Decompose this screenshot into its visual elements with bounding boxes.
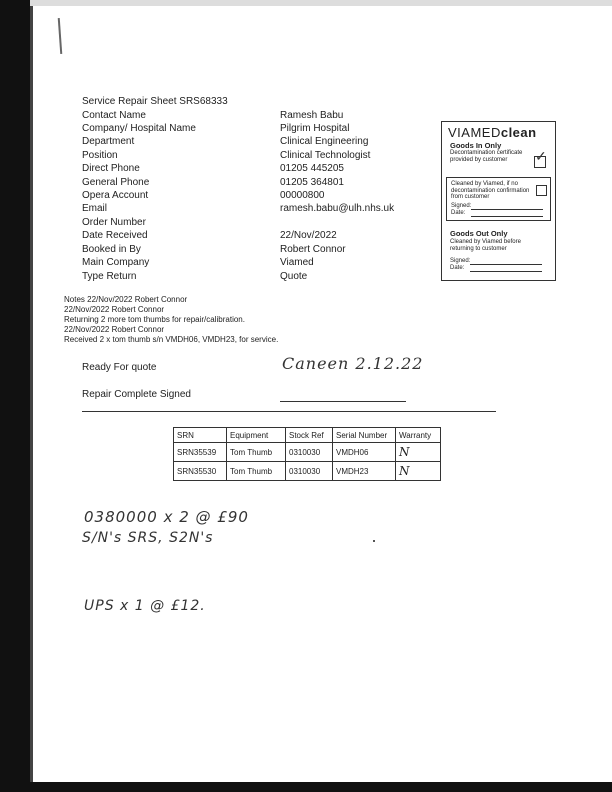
handwritten-line: UPS x 1 @ £12. <box>84 598 206 614</box>
goods-out-title: Goods Out Only <box>450 229 508 238</box>
detail-label: Date Received <box>82 230 148 241</box>
detail-label: Direct Phone <box>82 163 140 174</box>
ready-handwritten-signature: Caneen 2.12.22 <box>282 354 424 373</box>
table-row <box>174 443 441 462</box>
note-line: Received 2 x tom thumb s/n VMDH06, VMDH23, for service. <box>64 335 279 344</box>
equipment-table <box>173 427 441 481</box>
cleaned-note: Cleaned by Viamed, if no decontamination confirmation from customer <box>451 181 530 200</box>
signed-label: Signed: <box>450 258 471 264</box>
detail-label: Booked in By <box>82 244 141 255</box>
signed-label: Signed: <box>451 203 472 209</box>
ready-for-quote-label: Ready For quote <box>82 362 157 373</box>
handwritten-line: 0380000 x 2 @ £90 <box>84 508 249 526</box>
scan-speck <box>373 540 375 542</box>
scan-edge-top <box>30 0 612 6</box>
note-line: 22/Nov/2022 Robert Connor <box>64 325 165 334</box>
date-line <box>470 271 542 272</box>
table-cell: Tom Thumb <box>227 443 286 462</box>
detail-value: Clinical Technologist <box>280 150 371 161</box>
date-label: Date: <box>450 265 465 271</box>
detail-value: 00000800 <box>280 190 325 201</box>
scan-edge-bottom <box>0 782 612 792</box>
detail-label: Type Return <box>82 271 137 282</box>
column-header: SRN <box>174 428 227 443</box>
detail-label: Contact Name <box>82 110 146 121</box>
note-line: Returning 2 more tom thumbs for repair/calibration. <box>64 315 245 324</box>
cleaned-by-viamed-box <box>446 177 551 221</box>
detail-label: Department <box>82 136 135 147</box>
scan-mark <box>58 18 63 54</box>
warranty-cell: N <box>396 443 441 462</box>
column-header: Warranty <box>396 428 441 443</box>
detail-value: Robert Connor <box>280 244 346 255</box>
goods-in-note: Decontamination certificate provided by customer <box>450 150 523 163</box>
warranty-cell: N <box>396 462 441 481</box>
repair-complete-label: Repair Complete Signed <box>82 389 191 400</box>
signed-line <box>470 264 542 265</box>
detail-label: Main Company <box>82 257 150 268</box>
detail-value: Viamed <box>280 257 314 268</box>
table-row <box>174 462 441 481</box>
scan-edge-shadow <box>30 0 33 792</box>
section-divider <box>82 411 496 412</box>
detail-value: 01205 364801 <box>280 177 344 188</box>
signed-line <box>471 209 543 210</box>
cleaned-checkbox <box>536 185 547 196</box>
goods-in-title: Goods In Only <box>450 141 502 150</box>
handwritten-line: S/N's SRS, S2N's <box>82 530 214 546</box>
detail-value: ramesh.babu@ulh.nhs.uk <box>280 203 395 214</box>
table-cell: SRN35530 <box>174 462 227 481</box>
note-line: Notes 22/Nov/2022 Robert Connor <box>64 295 188 304</box>
detail-label: Position <box>82 150 118 161</box>
table-cell: 0310030 <box>286 443 333 462</box>
viamed-logo: VIAMEDclean <box>448 125 537 140</box>
detail-label: General Phone <box>82 177 150 188</box>
detail-value: Ramesh Babu <box>280 110 344 121</box>
table-cell: VMDH23 <box>333 462 396 481</box>
detail-label: Order Number <box>82 217 146 228</box>
table-cell: Tom Thumb <box>227 462 286 481</box>
note-line: 22/Nov/2022 Robert Connor <box>64 305 165 314</box>
scan-edge-left <box>0 0 30 792</box>
viamed-clean-stamp <box>441 121 556 281</box>
date-line <box>471 216 543 217</box>
column-header: Stock Ref <box>286 428 333 443</box>
check-mark-icon: ✓ <box>535 148 547 164</box>
column-header: Serial Number <box>333 428 396 443</box>
repair-signature-line <box>280 401 406 402</box>
goods-out-note: Cleaned by Viamed before returning to customer <box>450 239 521 252</box>
date-label: Date: <box>451 210 466 216</box>
table-cell: 0310030 <box>286 462 333 481</box>
detail-value: 01205 445205 <box>280 163 344 174</box>
detail-label: Company/ Hospital Name <box>82 123 196 134</box>
detail-value: Quote <box>280 271 308 282</box>
detail-value: Pilgrim Hospital <box>280 123 350 134</box>
detail-label: Email <box>82 203 108 214</box>
table-cell: SRN35539 <box>174 443 227 462</box>
sheet-title: Service Repair Sheet SRS68333 <box>82 96 228 107</box>
column-header: Equipment <box>227 428 286 443</box>
table-cell: VMDH06 <box>333 443 396 462</box>
detail-value: 22/Nov/2022 <box>280 230 337 241</box>
detail-value: Clinical Engineering <box>280 136 369 147</box>
detail-label: Opera Account <box>82 190 149 201</box>
